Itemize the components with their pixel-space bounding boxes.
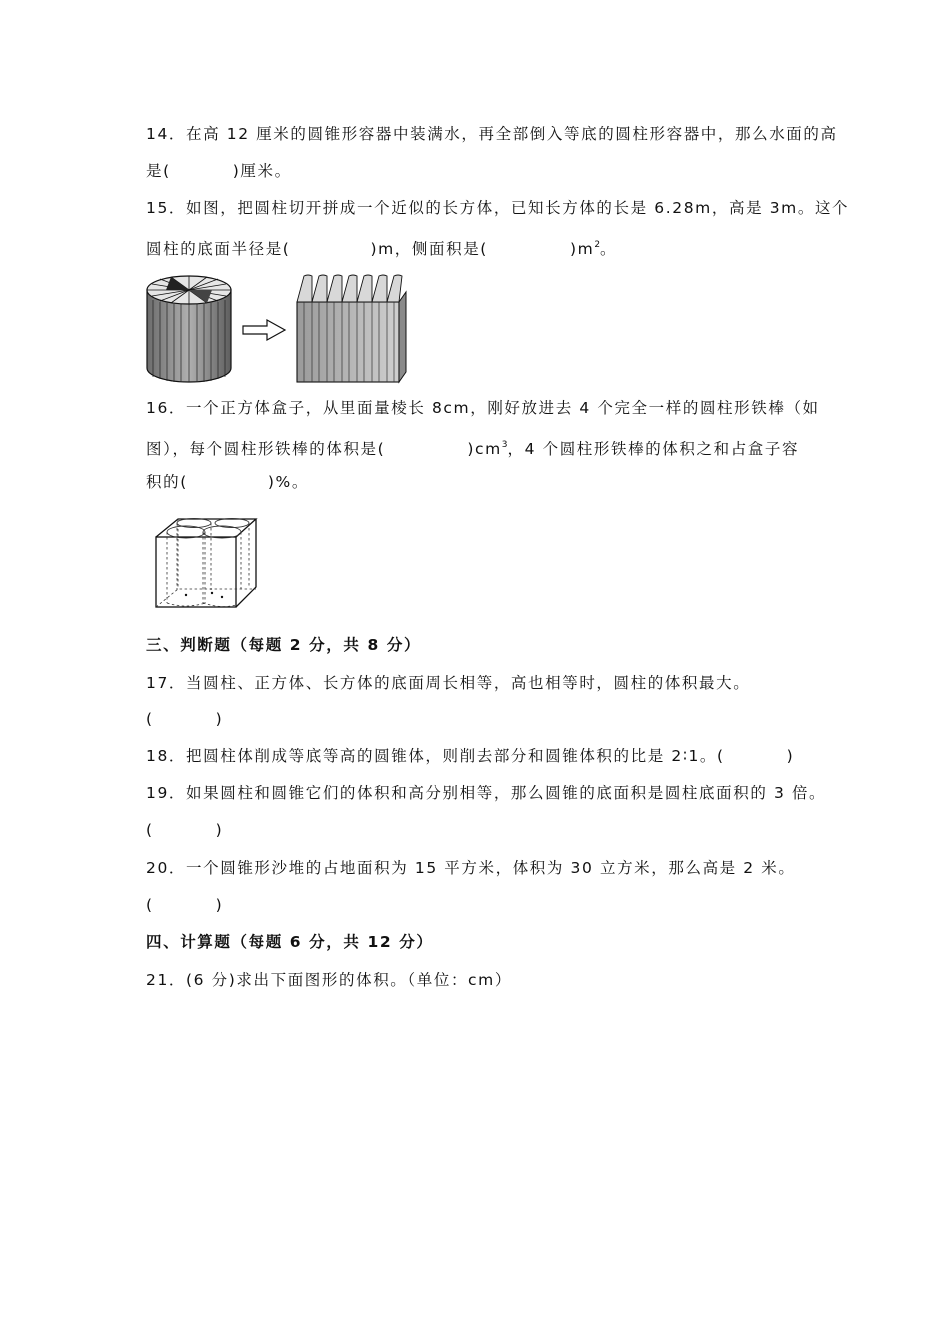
section3-title: 三、判断题（每题 2 分，共 8 分） xyxy=(146,636,422,654)
cylinders-base-dots xyxy=(185,592,223,598)
section4-title: 四、计算题（每题 6 分，共 12 分） xyxy=(146,933,434,951)
q19-text: 19．如果圆柱和圆锥它们的体积和高分别相等，那么圆锥的底面积是圆柱底面积的 3 倍。 xyxy=(146,784,827,802)
q16-volume-open: 图），每个圆柱形铁棒的体积是( xyxy=(146,440,386,458)
q14-answer-open: 是( xyxy=(146,162,171,180)
q17-answer[interactable] xyxy=(146,709,223,729)
q20-bracket-close: ) xyxy=(215,896,224,914)
cylinders-hidden-edges xyxy=(156,519,256,607)
q21-text: 21．(6 分)求出下面图形的体积。（单位：cm） xyxy=(146,971,512,989)
q15-line1: 15．如图，把圆柱切开拼成一个近似的长方体，已知长方体的长是 6.28m，高是 3m。这个 xyxy=(146,199,850,217)
q15-cylinder-figure xyxy=(140,270,410,388)
q14-answer-close: )厘米。 xyxy=(232,162,292,180)
q16-percent-close: )%。 xyxy=(267,473,309,491)
q20-bracket-open: ( xyxy=(146,896,154,914)
q15-unit: )m xyxy=(569,240,595,258)
q14-line1: 14．在高 12 厘米的圆锥形容器中装满水，再全部倒入等底的圆柱形容器中，那么水面的高 xyxy=(146,125,838,143)
cylinder-shape xyxy=(147,276,231,382)
cuboid-shape xyxy=(297,275,406,382)
q16-line2 xyxy=(146,435,799,459)
q20-answer[interactable] xyxy=(146,895,223,915)
q15-line2 xyxy=(146,235,617,259)
q14-line2 xyxy=(146,161,292,181)
arrow-right-icon xyxy=(243,320,285,340)
q17-text: 17．当圆柱、正方体、长方体的底面周长相等，高也相等时，圆柱的体积最大。 xyxy=(146,674,751,692)
q18-line xyxy=(146,746,794,766)
q19-bracket-close: ) xyxy=(215,821,224,839)
q15-lateral-open: )m，侧面积是( xyxy=(370,240,488,258)
cylinders-top xyxy=(167,519,249,539)
q16-percent-open: 积的( xyxy=(146,473,188,491)
q19-bracket-open: ( xyxy=(146,821,154,839)
q16-line3 xyxy=(146,472,309,492)
q15-end: 。 xyxy=(600,240,618,258)
q16-unit-sup: 3 xyxy=(501,440,508,450)
q15-radius-open: 圆柱的底面半径是( xyxy=(146,240,291,258)
q17-bracket-close: ) xyxy=(215,710,224,728)
q17-bracket-open: ( xyxy=(146,710,154,728)
q15-unit-sup: 2 xyxy=(594,240,601,250)
q16-cube-figure xyxy=(150,515,260,610)
q19-answer[interactable] xyxy=(146,820,223,840)
q18-text: 18．把圆柱体削成等底等高的圆锥体，则削去部分和圆锥体积的比是 2∶1。( xyxy=(146,747,725,765)
q20-text: 20．一个圆锥形沙堆的占地面积为 15 平方米，体积为 30 立方米，那么高是 2 米。 xyxy=(146,859,796,877)
q18-bracket-close: ) xyxy=(786,747,795,765)
q16-unit: )cm xyxy=(467,440,502,458)
q16-line1: 16．一个正方体盒子，从里面量棱长 8cm，刚好放进去 4 个完全一样的圆柱形铁棒（如 xyxy=(146,399,820,417)
q16-line2-rest: ，4 个圆柱形铁棒的体积之和占盒子容 xyxy=(507,440,800,458)
